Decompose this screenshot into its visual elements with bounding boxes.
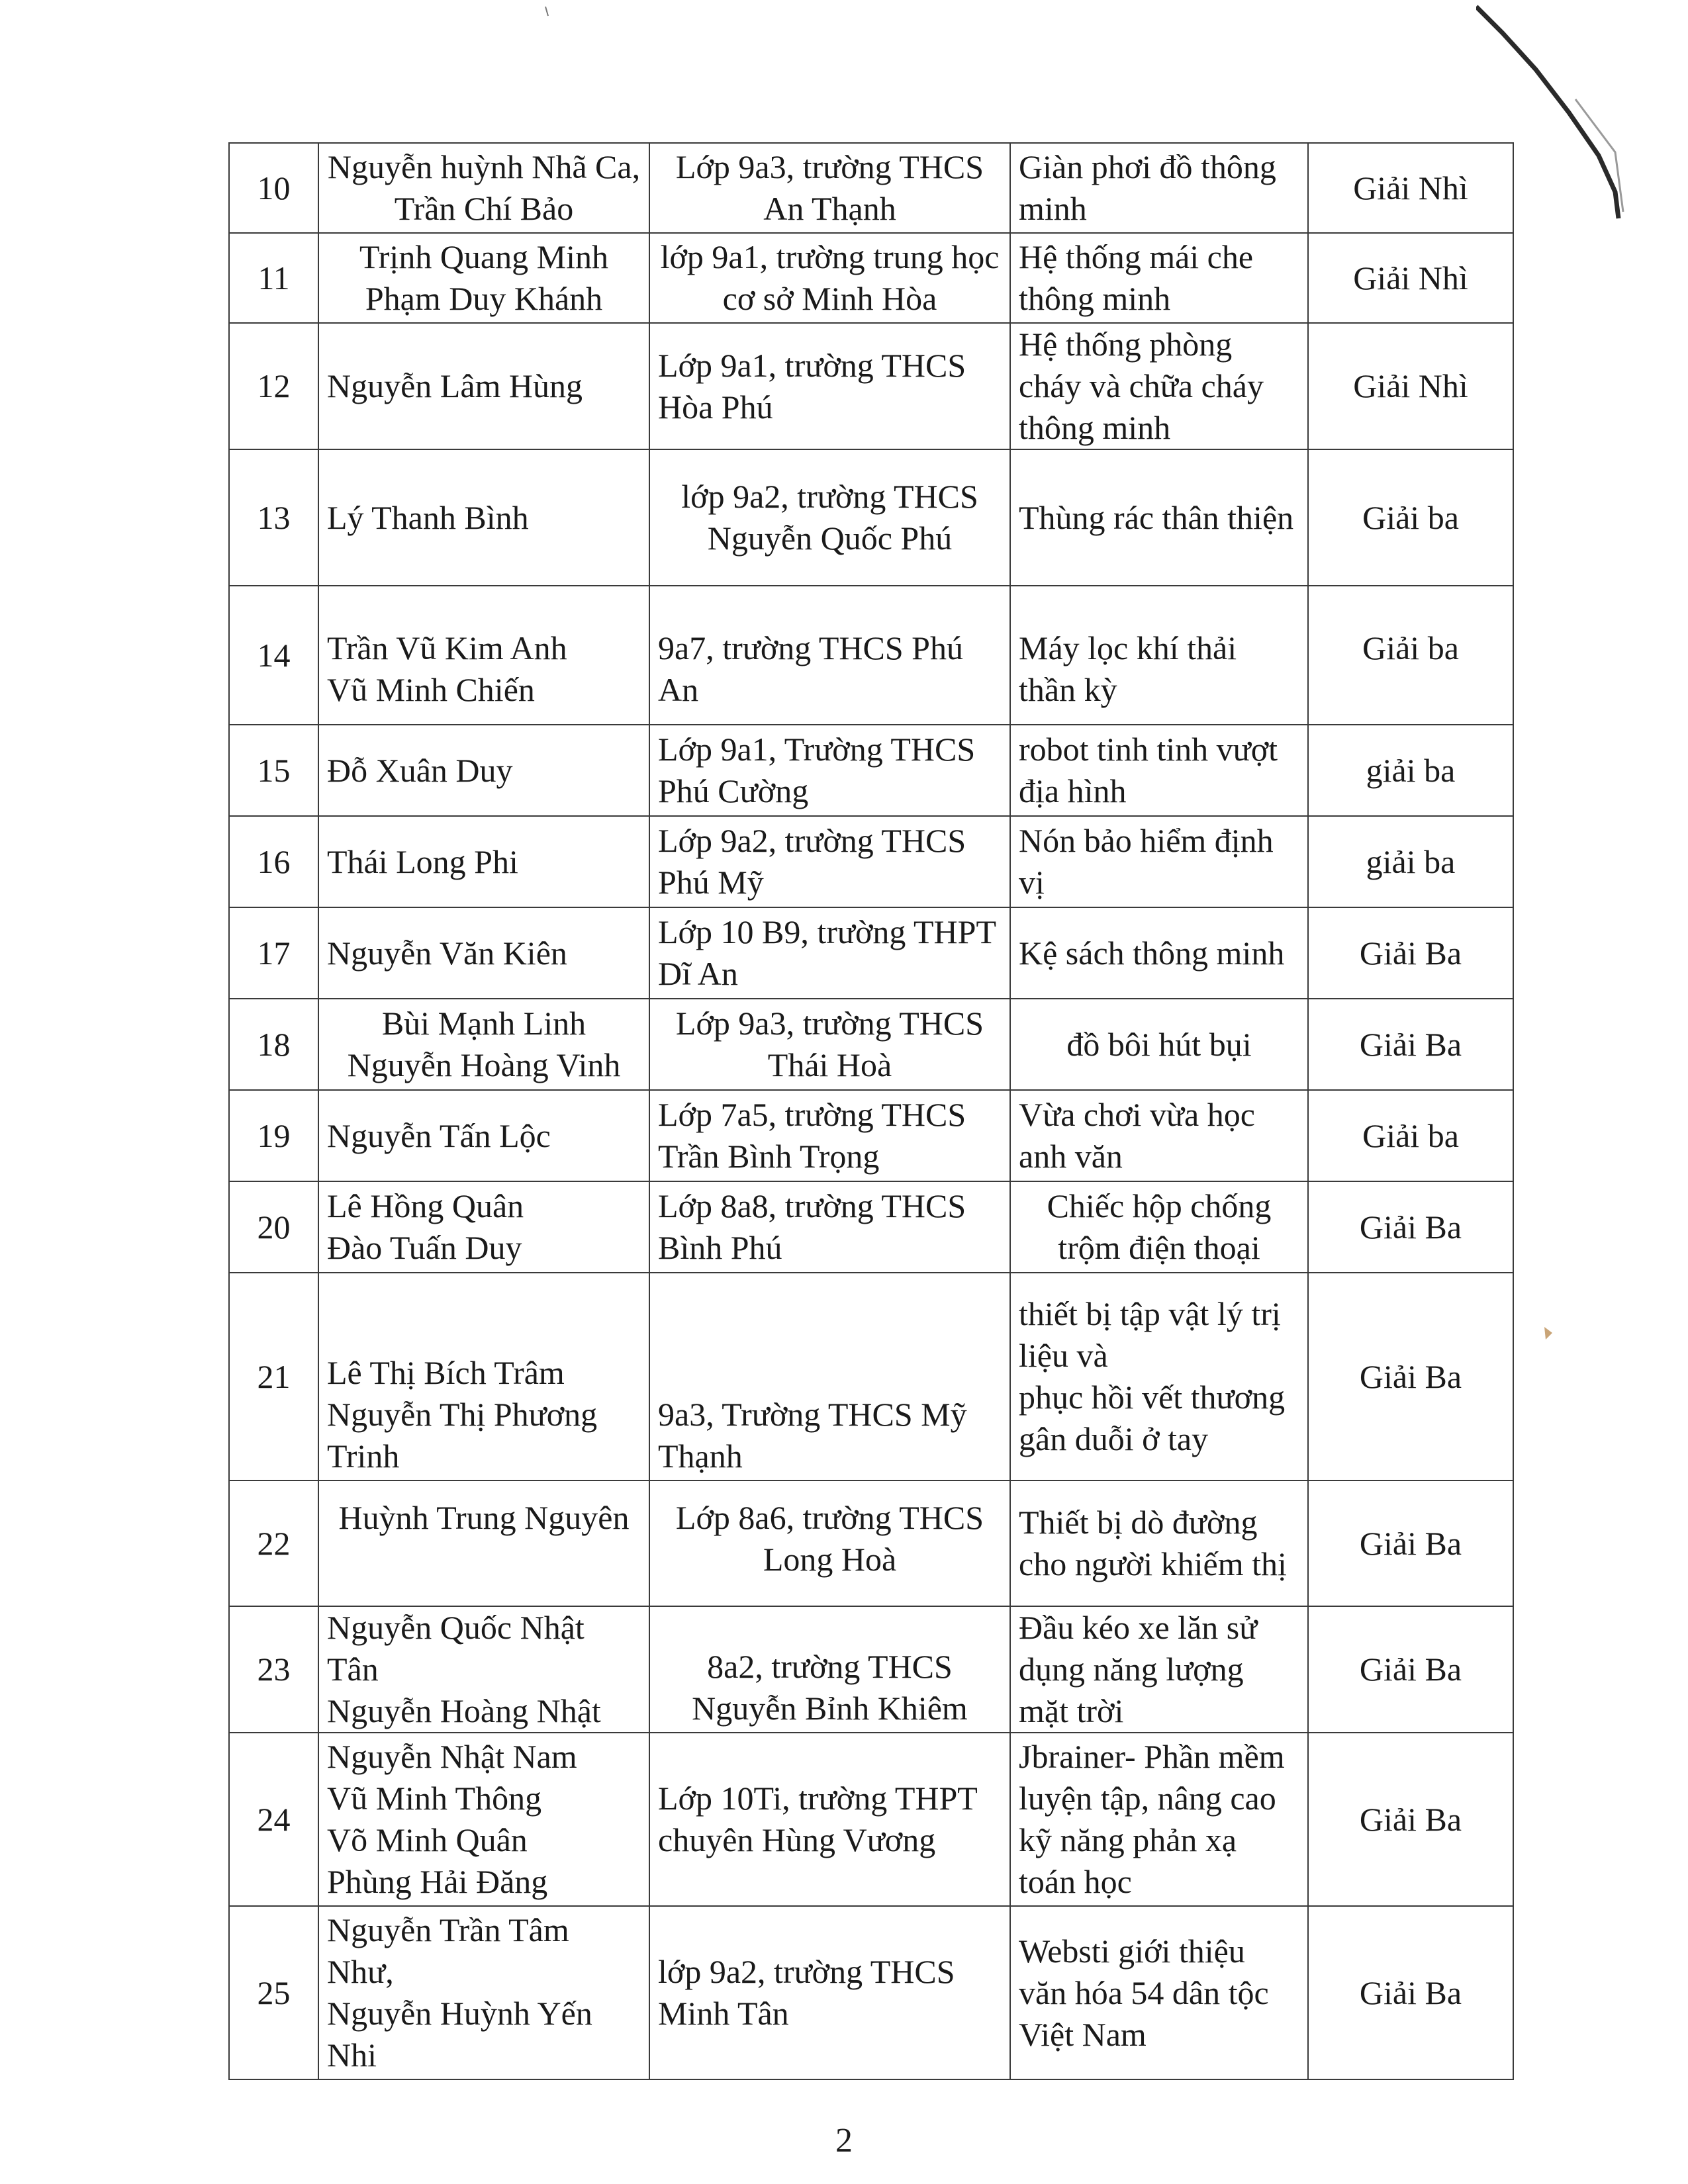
school-class: Lớp 9a3, trường THCS An Thạnh [649,143,1010,233]
award-level: Giải Nhì [1308,233,1513,323]
table-row [229,323,1513,449]
project-title: thiết bị tập vật lý trị liệu và phục hồi vết thương gân duỗi ở tay [1010,1273,1308,1480]
participant-names: Lý Thanh Bình [318,449,649,586]
participant-names: Nguyễn Trần Tâm Như, Nguyễn Huỳnh Yến Nhi [318,1906,649,2079]
school-class: 8a2, trường THCS Nguyễn Bỉnh Khiêm [649,1606,1010,1733]
project-title: Kệ sách thông minh [1010,907,1308,999]
school-class: 9a7, trường THCS Phú An [649,586,1010,725]
table-row [229,725,1513,816]
participant-names: Bùi Mạnh Linh Nguyễn Hoàng Vinh [318,999,649,1090]
participant-names: Nguyễn huỳnh Nhã Ca, Trần Chí Bảo [318,143,649,233]
award-level: Giải ba [1308,586,1513,725]
project-title: Jbrainer- Phần mềm luyện tập, nâng cao kỹ năng phản xạ toán học [1010,1733,1308,1906]
row-number: 15 [229,725,318,816]
award-level: Giải Ba [1308,907,1513,999]
award-level: Giải Ba [1308,999,1513,1090]
table-row [229,1733,1513,1906]
project-title: Hệ thống phòng cháy và chữa cháy thông minh [1010,323,1308,449]
row-number: 18 [229,999,318,1090]
project-title: Vừa chơi vừa học anh văn [1010,1090,1308,1181]
award-level: Giải ba [1308,1090,1513,1181]
award-level: Giải Nhì [1308,143,1513,233]
project-title: Thùng rác thân thiện [1010,449,1308,586]
row-number: 24 [229,1733,318,1906]
school-class: lớp 9a2, trường THCS Nguyễn Quốc Phú [649,449,1010,586]
page-number: 2 [835,2122,853,2160]
school-class: Lớp 8a6, trường THCS Long Hoà [649,1480,1010,1606]
participant-names: Lê Hồng Quân Đào Tuấn Duy [318,1181,649,1273]
project-title: Chiếc hộp chống trộm điện thoại [1010,1181,1308,1273]
awards-table [228,142,1514,2080]
school-class: Lớp 9a1, trường THCS Hòa Phú [649,323,1010,449]
row-number: 19 [229,1090,318,1181]
award-level: Giải Ba [1308,1733,1513,1906]
school-class: Lớp 10Ti, trường THPT chuyên Hùng Vương [649,1733,1010,1906]
participant-names: Nguyễn Nhật Nam Vũ Minh Thông Võ Minh Quân Phùng Hải Đăng [318,1733,649,1906]
table-row [229,816,1513,907]
table-row [229,233,1513,323]
scan-speck [1539,1324,1559,1343]
table-row [229,999,1513,1090]
table-row [229,1090,1513,1181]
table-row [229,449,1513,586]
project-title: robot tinh tinh vượt địa hình [1010,725,1308,816]
row-number: 16 [229,816,318,907]
project-title: Thiết bị dò đường cho người khiếm thị [1010,1480,1308,1606]
award-level: Giải Ba [1308,1181,1513,1273]
table-row [229,1181,1513,1273]
row-number: 10 [229,143,318,233]
school-class: Lớp 8a8, trường THCS Bình Phú [649,1181,1010,1273]
award-level: Giải Ba [1308,1273,1513,1480]
school-class: Lớp 7a5, trường THCS Trần Bình Trọng [649,1090,1010,1181]
row-number: 17 [229,907,318,999]
participant-names: Nguyễn Lâm Hùng [318,323,649,449]
participant-names: Thái Long Phi [318,816,649,907]
project-title: Giàn phơi đồ thông minh [1010,143,1308,233]
award-level: Giải Ba [1308,1906,1513,2079]
award-level: Giải Ba [1308,1480,1513,1606]
participant-names: Nguyễn Văn Kiên [318,907,649,999]
award-level: giải ba [1308,725,1513,816]
school-class: Lớp 9a2, trường THCS Phú Mỹ [649,816,1010,907]
participant-names: Đỗ Xuân Duy [318,725,649,816]
row-number: 13 [229,449,318,586]
school-class: Lớp 10 B9, trường THPT Dĩ An [649,907,1010,999]
row-number: 23 [229,1606,318,1733]
table-row [229,1906,1513,2079]
row-number: 12 [229,323,318,449]
project-title: Đầu kéo xe lăn sử dụng năng lượng mặt trời [1010,1606,1308,1733]
school-class: Lớp 9a1, Trường THCS Phú Cường [649,725,1010,816]
project-title: Websti giới thiệu văn hóa 54 dân tộc Việt Nam [1010,1906,1308,2079]
award-level: giải ba [1308,816,1513,907]
participant-names: Trịnh Quang Minh Phạm Duy Khánh [318,233,649,323]
row-number: 20 [229,1181,318,1273]
row-number: 22 [229,1480,318,1606]
project-title: Máy lọc khí thải thần kỳ [1010,586,1308,725]
project-title: Hệ thống mái che thông minh [1010,233,1308,323]
table-row [229,586,1513,725]
participant-names: Nguyễn Quốc Nhật Tân Nguyễn Hoàng Nhật [318,1606,649,1733]
row-number: 11 [229,233,318,323]
award-level: Giải ba [1308,449,1513,586]
table-row [229,1606,1513,1733]
table-row [229,907,1513,999]
table-row [229,1273,1513,1480]
project-title: đồ bôi hút bụi [1010,999,1308,1090]
school-class: Lớp 9a3, trường THCS Thái Hoà [649,999,1010,1090]
school-class: lớp 9a1, trường trung học cơ sở Minh Hòa [649,233,1010,323]
table-row [229,143,1513,233]
row-number: 21 [229,1273,318,1480]
table-row [229,1480,1513,1606]
participant-names: Lê Thị Bích Trâm Nguyễn Thị Phương Trinh [318,1273,649,1480]
participant-names: Trần Vũ Kim Anh Vũ Minh Chiến [318,586,649,725]
row-number: 25 [229,1906,318,2079]
row-number: 14 [229,586,318,725]
participant-names: Huỳnh Trung Nguyên [318,1480,649,1606]
scan-speck [543,5,551,19]
school-class: 9a3, Trường THCS Mỹ Thạnh [649,1273,1010,1480]
participant-names: Nguyễn Tấn Lộc [318,1090,649,1181]
award-level: Giải Ba [1308,1606,1513,1733]
award-level: Giải Nhì [1308,323,1513,449]
project-title: Nón bảo hiểm định vị [1010,816,1308,907]
school-class: lớp 9a2, trường THCS Minh Tân [649,1906,1010,2079]
